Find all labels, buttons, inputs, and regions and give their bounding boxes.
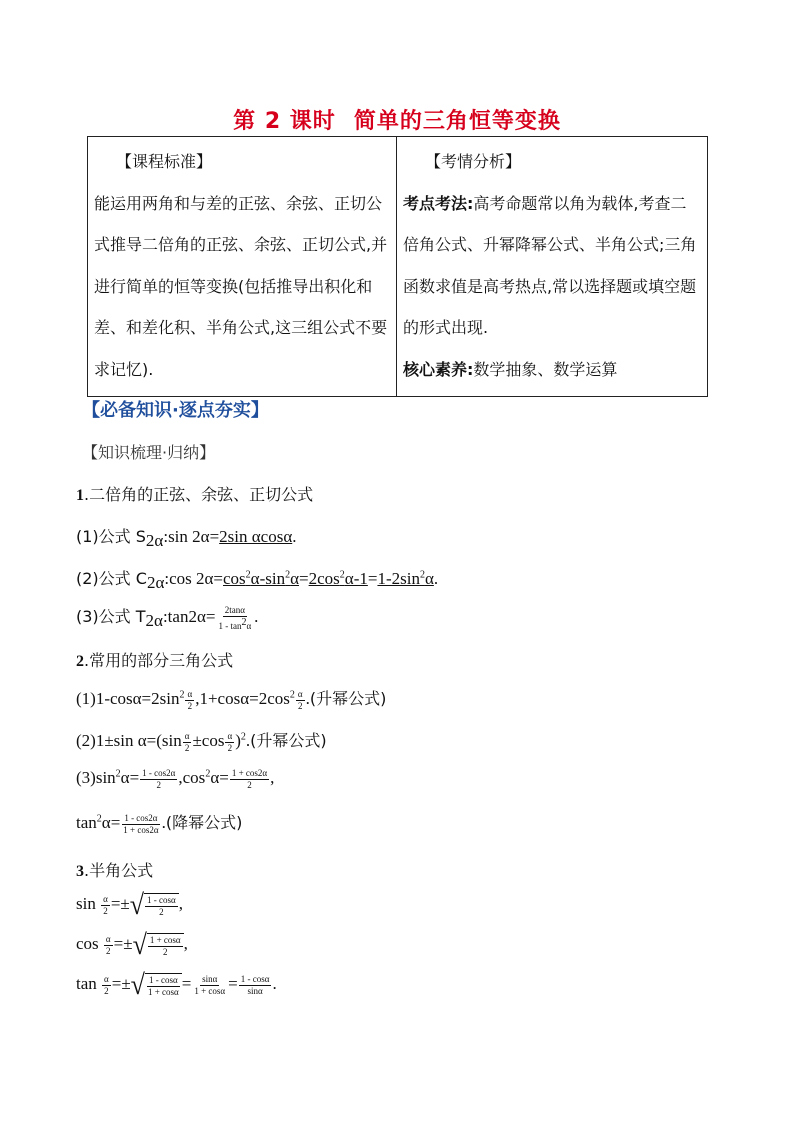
k1-heading: 1.二倍角的正弦、余弦、正切公式: [76, 485, 314, 504]
hexin-text: 数学抽象、数学运算: [473, 359, 618, 379]
formula-half-sin: sin $\frac{\alpha}{2}$ =± √ $\frac{1 - \cos\alpha}{2}$ ,: [76, 888, 183, 921]
k2-heading: 2.常用的部分三角公式: [76, 651, 234, 670]
formula-half-cos: cos $\frac{\alpha}{2}$ =± √ $\frac{1 + \cos\alpha}{2}$ ,: [76, 928, 188, 961]
k3-heading: 3.半角公式: [76, 861, 154, 880]
course-standard-header: 【课程标准】: [116, 152, 213, 171]
section-heading: 【必备知识·逐点夯实】: [82, 400, 269, 421]
kaodian-label: 考点考法:: [403, 193, 474, 213]
formula-t2a: (3)公式 $T_{2\alpha}:\tan 2\alpha=$ $\frac{2\tan\alpha}{1 - \tan^2\alpha}$ .: [76, 604, 259, 631]
formula-k2-3: $(3)\sin^2\alpha=$ $\frac{1 - \cos 2\alpha}{2}$ $,\cos^2\alpha=$ $\frac{1 + \cos 2\alpha}{2}$ ,: [76, 768, 275, 790]
course-info-table: [87, 136, 708, 397]
formula-c2a: (2)公式 $C_{2\alpha}:\cos$ $2\alpha=\cos^2\alpha-\sin^2\alpha=2\cos^2\alpha-1=1-2\sin^2\alpha$.: [76, 569, 439, 593]
exam-analysis-cell: [397, 137, 708, 397]
formula-half-tan: tan $\frac{\alpha}{2}$ =± √ $\frac{1 - \cos\alpha}{1 + \cos\alpha}$ = $\frac{\sin\alpha}{1 + \cos\alpha}$ = $\frac{1 - \cos\alpha}{\sin\alpha}$ .: [76, 968, 277, 1001]
subsection-heading: 【知识梳理·归纳】: [82, 443, 216, 462]
formula-k2-4: $\tan^2\alpha=$ $\frac{1 - \cos 2\alpha}{1 + \cos 2\alpha}$ .(降幂公式): [76, 812, 243, 835]
exam-analysis-header: 【考情分析】: [425, 152, 522, 171]
course-standard-text: 能运用两角和与差的正弦、余弦、正切公式推导二倍角的正弦、余弦、正切公式,并进行简单的恒等变换(包括推导出积化和差、和差化积、半角公式,这三组公式不要求记忆).: [94, 193, 388, 379]
course-standard-cell: [88, 137, 397, 397]
kaodian-text: 高考命题常以角为载体,考查二倍角公式、升幂降幂公式、半角公式;三角函数求值是高考热点,常以选择题或填空题的形式出现.: [403, 193, 697, 337]
hexin-label: 核心素养:: [403, 359, 474, 379]
formula-s2a: (1)公式 $S_{2\alpha}:\sin$ 2α=2sin αcosα.: [76, 527, 297, 551]
formula-k2-2: (2)1±sin α=(sin $\frac{\alpha}{2}$ ±cos $\frac{\alpha}{2}$ )$^2$.(升幂公式): [76, 730, 327, 753]
formula-k2-1: $(1)1-\cos\alpha=2\sin^2$ $\frac{\alpha}{2}$ $,1+\cos\alpha=2\cos^2$ $\frac{\alpha}{2}$ .(升幂公式): [76, 688, 387, 711]
page-title: 第 2 课时 简单的三角恒等变换: [233, 109, 561, 134]
